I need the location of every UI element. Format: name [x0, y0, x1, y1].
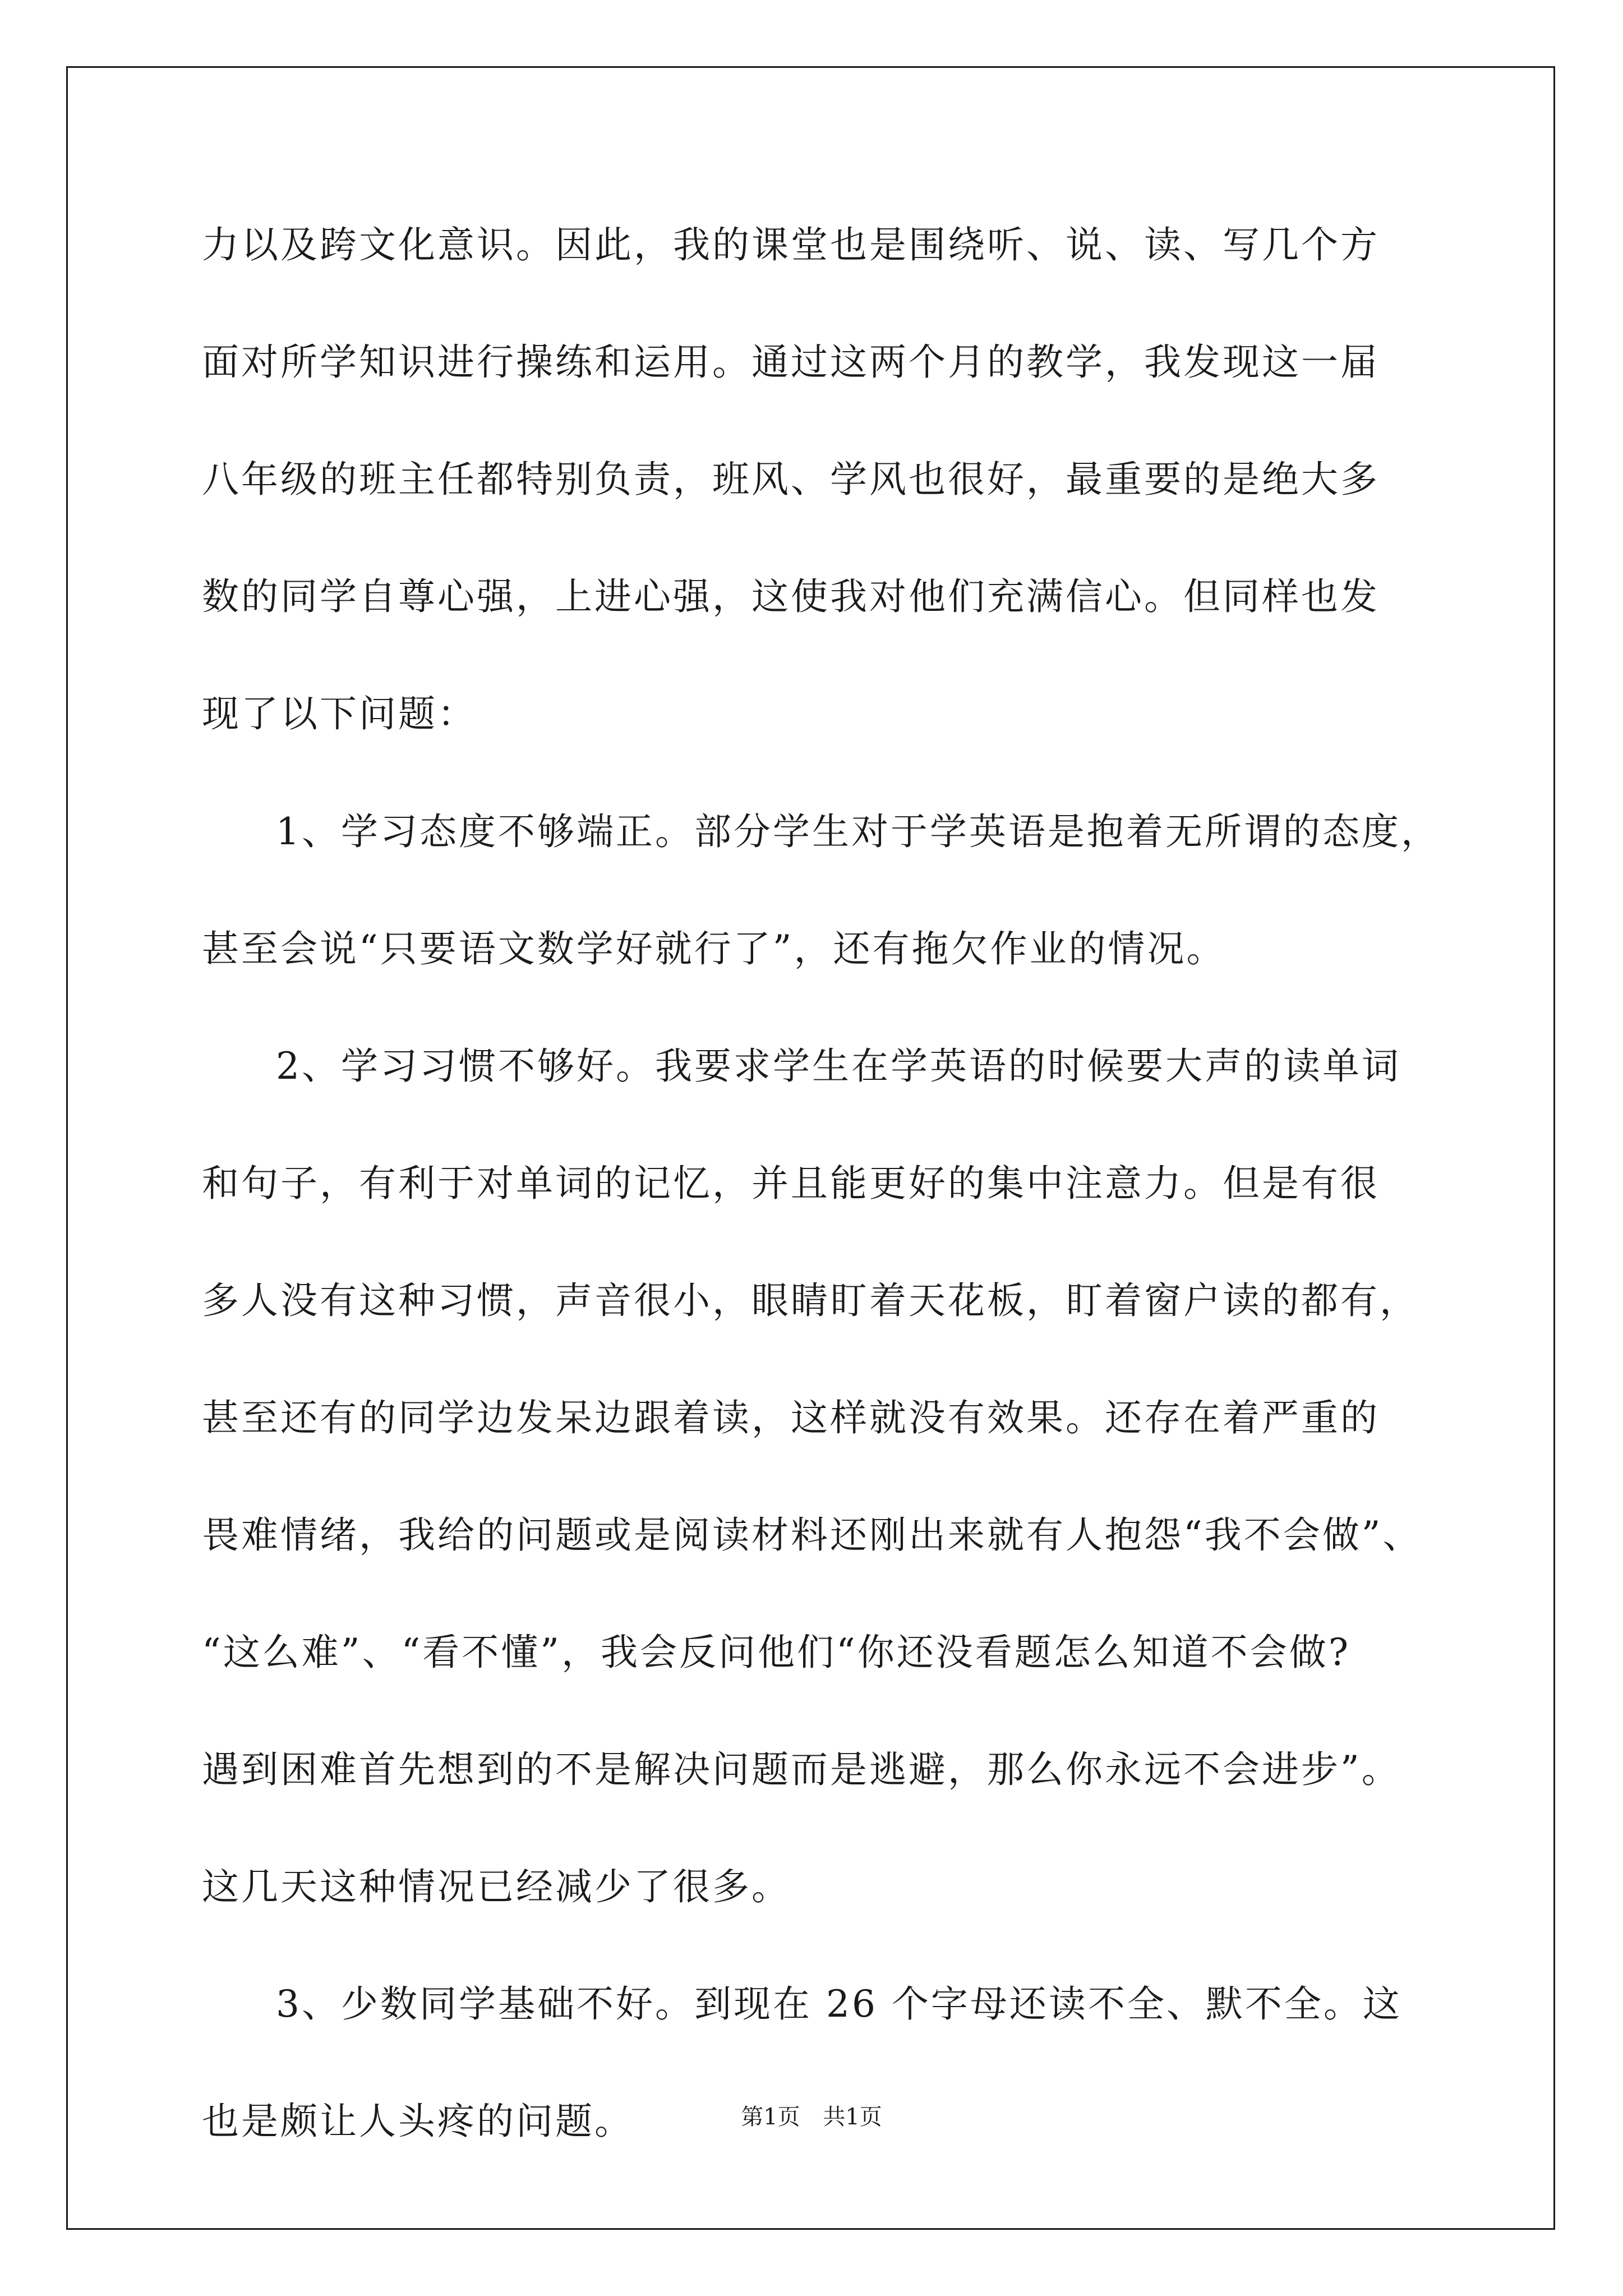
- text-line: 甚至还有的同学边发呆边跟着读，这样就没有效果。还存在着严重的: [202, 1396, 1380, 1439]
- text-line: 畏难情绪，我给的问题或是阅读材料还刚出来就有人抱怨“我不会做”、: [202, 1513, 1422, 1557]
- paragraph-start-line: 3、少数同学基础不好。到现在 26 个字母还读不全、默不全。这: [276, 1982, 1402, 2026]
- text-line: 八年级的班主任都特别负责，班风、学风也很好，最重要的是绝大多: [202, 458, 1380, 501]
- text-line: 数的同学自尊心强，上进心强，这使我对他们充满信心。但同样也发: [202, 575, 1380, 618]
- page-number: 第1页: [741, 2104, 800, 2130]
- page-footer: [0, 2099, 1623, 2131]
- text-line: 遇到困难首先想到的不是解决问题而是逃避，那么你永远不会进步”。: [202, 1748, 1401, 1791]
- paragraph-start-line: 1、学习态度不够端正。部分学生对于学英语是抱着无所谓的态度，: [276, 810, 1440, 853]
- text-line: 这几天这种情况已经减少了很多。: [202, 1865, 791, 1908]
- text-line: 也是颇让人头疼的问题。: [202, 2100, 634, 2143]
- text-line: 力以及跨文化意识。因此，我的课堂也是围绕听、说、读、写几个方: [202, 223, 1380, 266]
- paragraph-start-line: 2、学习习惯不够好。我要求学生在学英语的时候要大声的读单词: [276, 1045, 1401, 1088]
- text-line: 多人没有这种习惯，声音很小，眼睛盯着天花板，盯着窗户读的都有，: [202, 1279, 1419, 1322]
- text-line: 和句子，有利于对单词的记忆，并且能更好的集中注意力。但是有很: [202, 1162, 1380, 1205]
- page-total: 共1页: [823, 2104, 882, 2130]
- text-line: “这么难”、“看不懂”，我会反问他们“你还没看题怎么知道不会做?: [202, 1631, 1351, 1674]
- text-line: 现了以下问题：: [202, 692, 477, 735]
- text-line: 面对所学知识进行操练和运用。通过这两个月的教学，我发现这一届: [202, 341, 1380, 384]
- text-line: 甚至会说“只要语文数学好就行了”，还有拖欠作业的情况。: [202, 927, 1226, 970]
